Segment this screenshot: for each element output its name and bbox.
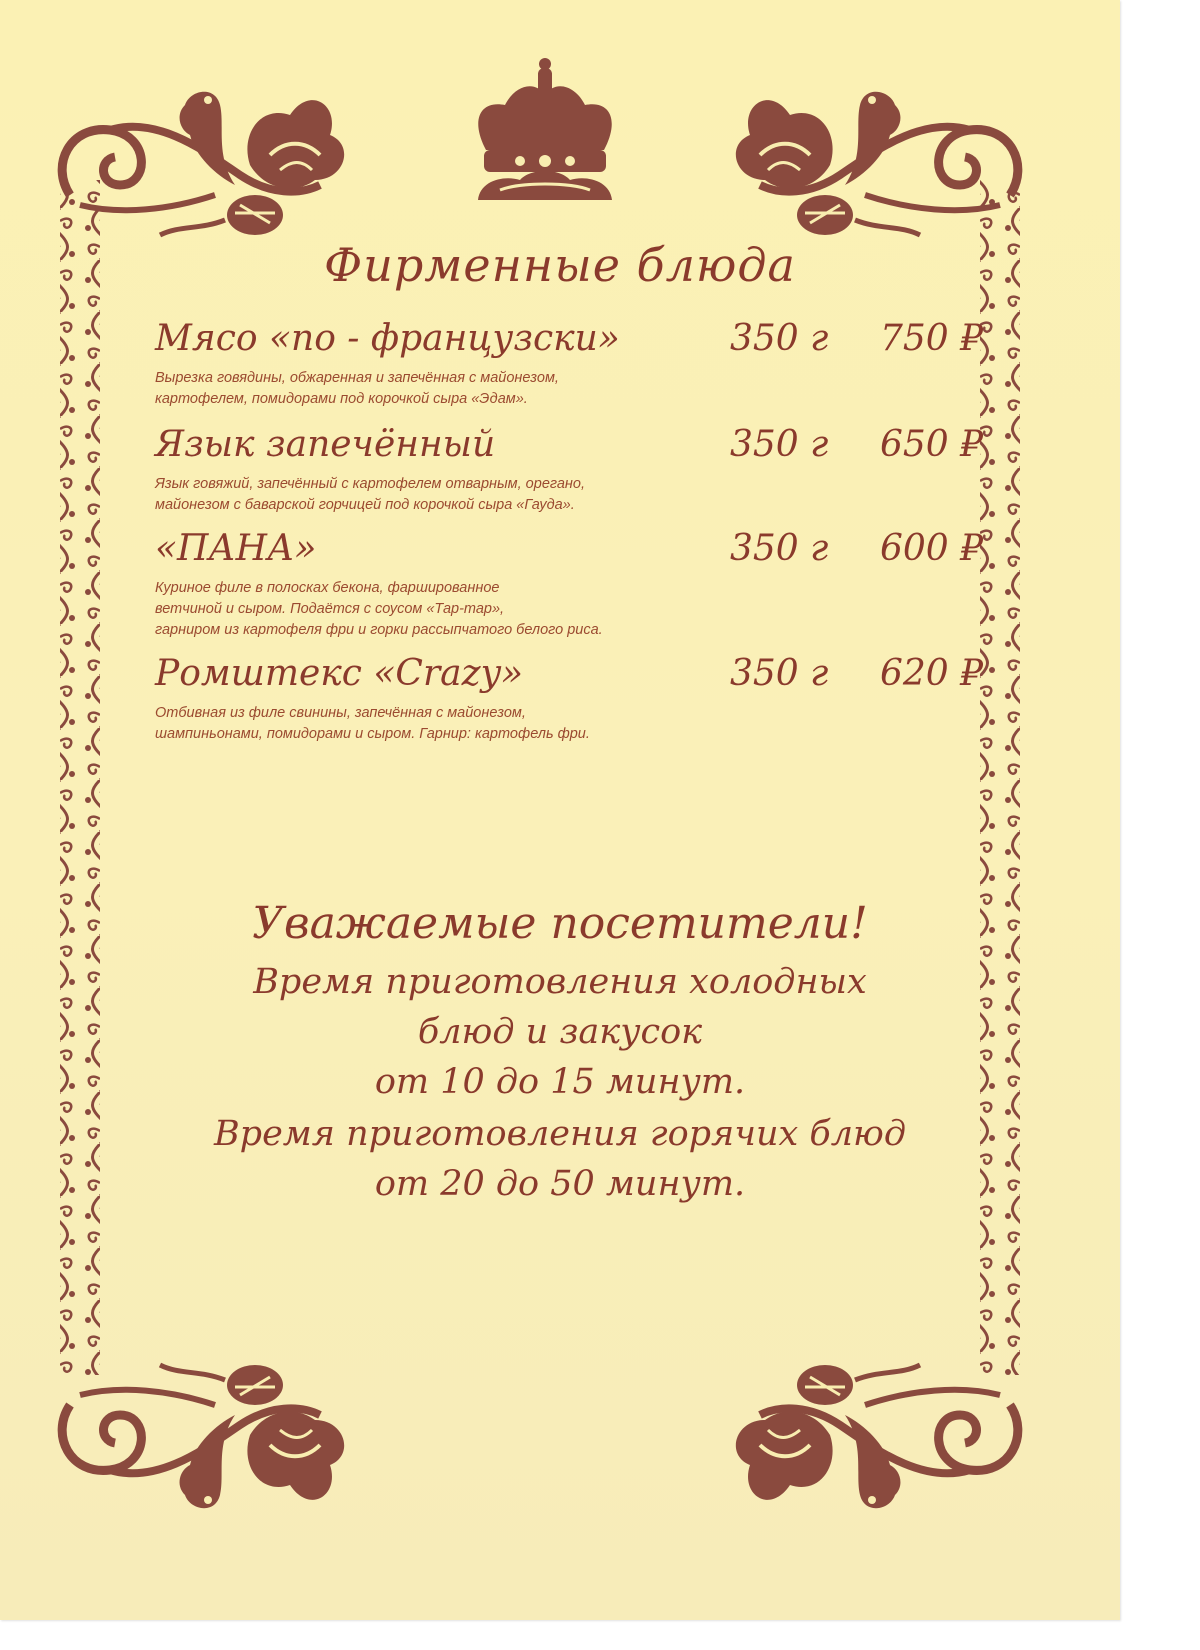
notice-line: от 10 до 15 минут.: [374, 1062, 746, 1102]
menu-item-name: Мясо «по - французски»: [155, 318, 620, 359]
menu-item-price: 750 ₽: [880, 318, 984, 359]
crown-icon: [478, 58, 612, 200]
description-line: Куриное филе в полосках бекона, фаршированное: [155, 580, 500, 596]
description-line: Вырезка говядины, обжаренная и запечённая с майонезом,: [155, 370, 559, 386]
description-line: Язык говяжий, запечённый с картофелем отварным, орегано,: [155, 476, 586, 492]
description-line: гарниром из картофеля фри и горки рассыпчатого белого риса.: [155, 622, 603, 638]
top-right-ornament: [736, 92, 1018, 235]
notice-line: от 20 до 50 минут.: [374, 1164, 746, 1204]
menu-item-weight: 350 г: [730, 424, 829, 465]
bottom-left-ornament: [62, 1365, 344, 1508]
menu-item-description: [155, 474, 675, 516]
description-line: шампиньонами, помидорами и сыром. Гарнир: картофель фри.: [155, 726, 590, 742]
menu-item-description: [155, 703, 675, 745]
menu-item-price: 600 ₽: [880, 528, 984, 569]
section-title: Фирменные блюда: [324, 238, 796, 292]
description-line: Отбивная из филе свинины, запечённая с майонезом,: [155, 705, 526, 721]
menu-item-name: «ПАНА»: [155, 528, 317, 569]
menu-item-weight: 350 г: [730, 653, 829, 694]
menu-item-description: [155, 578, 675, 641]
menu-item-name: Ромштекс «Crazy»: [155, 653, 523, 694]
top-left-ornament: [62, 92, 344, 235]
menu-item-name: Язык запечённый: [155, 424, 496, 465]
bottom-right-ornament: [736, 1365, 1018, 1508]
menu-item-weight: 350 г: [730, 528, 829, 569]
notice-line: блюд и закусок: [417, 1012, 703, 1052]
description-line: майонезом с баварской горчицей под корочкой сыра «Гауда».: [155, 497, 575, 513]
notice-line: Время приготовления холодных: [253, 962, 867, 1002]
menu-item-weight: 350 г: [730, 318, 829, 359]
notice-heading: Уважаемые посетители!: [252, 898, 868, 949]
menu-item-price: 620 ₽: [880, 653, 984, 694]
description-line: картофелем, помидорами под корочкой сыра «Эдам».: [155, 391, 528, 407]
notice-line: Время приготовления горячих блюд: [213, 1114, 907, 1154]
menu-item-description: [155, 368, 675, 410]
description-line: ветчиной и сыром. Подаётся с соусом «Тар-тар»,: [155, 601, 505, 617]
menu-item-price: 650 ₽: [880, 424, 984, 465]
